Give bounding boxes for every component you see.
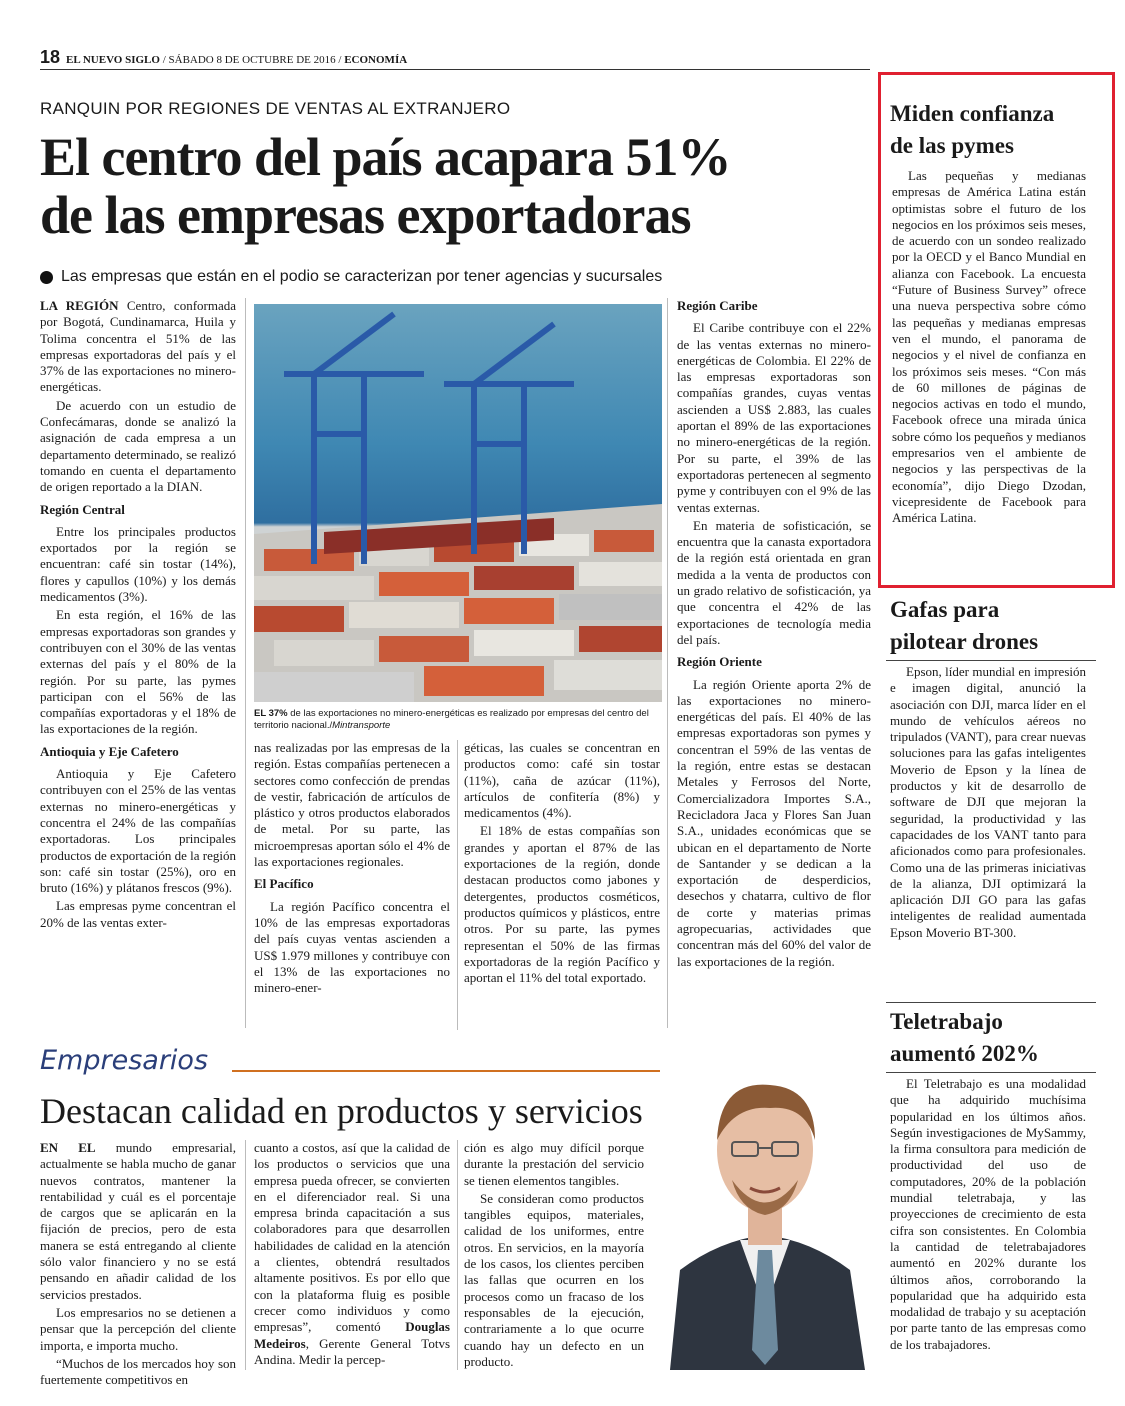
title-line: pilotear drones bbox=[890, 629, 1039, 654]
paragraph: ción es algo muy difícil porque durante la prestación del servicio se tienen elementos tangibles. bbox=[464, 1140, 644, 1188]
paragraph-text: , Gerente General Totvs Andina. Medir la percep- bbox=[254, 1335, 450, 1367]
sidebar-text-teletrabajo bbox=[890, 1076, 1086, 1353]
paragraph: Los empresarios no se detienen a pensar que la percepción del cliente importa, e importa mucho. bbox=[40, 1304, 236, 1353]
subheading-pacifico: El Pacífico bbox=[254, 876, 314, 892]
paragraph: La región Pacífico concentra el 10% de las empresas exportadoras del país cuyas ventas ascienden a US$ 1.979 millones y contribuye con el 13% de las exportaciones no minero-ener- bbox=[254, 898, 450, 996]
port-cranes-image bbox=[254, 304, 662, 702]
column-divider bbox=[667, 298, 668, 1028]
person-name: Douglas Medeiros bbox=[254, 1319, 450, 1351]
paragraph: Entre los principales productos exportados por la región se encuentran: café sin tostar (14%), flores y capullos (10%) y los demás medicamentos (3%). bbox=[40, 523, 236, 605]
paragraph: Epson, líder mundial en impresión e imagen digital, anunció la asociación con DJI, marca líder en el mundo de vehículos aéreos no tripulados (VANT), para crear nuevas soluciones para las gafas inteligentes Moverio de Epson y la línea de productos y kit de desarrollo de software de DJI que mejoran la seguridad, la productividad y las capacidades de los VANT tanto para aficionados como para profesionales. Como una de las primeras iniciativas de la alianza, DJI optimizará la aplicación DJI GO para las gafas inteligentes de realidad aumentada Epson Moverio BT-300. bbox=[890, 664, 1086, 940]
sidebar-text-gafas bbox=[890, 664, 1086, 941]
lead-text: mundo empresarial, actualmente se habla mucho de ganar nuevos contratos, mantener la rentabilidad y cuál es el porcentaje de cargos que se aplicarán en la fijación de precios, pero de esta manera se está entregando al cliente sólo valor financiero y no se está pensando en añadir calidad de los servicios prestados. bbox=[40, 1140, 236, 1302]
section-rule bbox=[886, 1072, 1096, 1073]
paragraph: nas realizadas por las empresas de la región. Estas compañías pertenecen a sectores como confección de prendas de vestir, fabricación de artículos de plástico y otros productos elaborados de metal. Por su parte, las microempresas aportan sólo el 4% de las exportaciones regionales. bbox=[254, 740, 450, 870]
column-divider bbox=[457, 1140, 458, 1370]
port-photo bbox=[254, 304, 662, 702]
empresarios-headline: Destacan calidad en productos y servicios bbox=[40, 1091, 643, 1131]
paragraph: Las pequeñas y medianas empresas de América Latina están optimistas sobre el futuro de los negocios en los próximos seis meses, de acuerdo con un sondeo realizado por la OECD y el Banco Mundial en alianza con Facebook. La encuesta “Future of Business Survey” ofrece una nueva perspectiva sobre cómo las pequeñas y medianas empresas ven el mundo, el panorama de negocios y el nivel de confianza en los próximos seis meses. “Con más de 60 millones de páginas de negocios activas en todo el mundo, Facebook ofrece una mirada única sobre cómo los pequeños y medianos empresarios ven el ambiente de negocios y las perspectivas de la economía”, dijo Diego Dzodan, vicepresidente de Facebook para América Latina. bbox=[892, 168, 1086, 526]
article-column-4 bbox=[677, 298, 871, 972]
caption-text: de las exportaciones no minero-energéticas es realizado por empresas del centro del territorio nacional./ bbox=[254, 708, 649, 731]
subheading-caribe: Región Caribe bbox=[677, 298, 758, 313]
lead-paragraph bbox=[40, 298, 236, 396]
title-line: Teletrabajo bbox=[890, 1009, 1003, 1034]
masthead: EL NUEVO SIGLO bbox=[66, 54, 160, 66]
title-line: Miden confianza bbox=[890, 101, 1055, 126]
paragraph: Se consideran como productos tangibles equipos, materiales, calidad de los uniformes, entre otros. En servicios, en la mayoría de los casos, los clientes perciben las fallas que ocurren en los procesos como un fracaso de los responsables de la ejecución, contrariamente a lo que ocurre cuando hay un defecto en un producto. bbox=[464, 1190, 644, 1369]
headline bbox=[40, 128, 870, 244]
subheading-antioquia: Antioquia y Eje Cafetero bbox=[40, 743, 179, 759]
man-portrait-image bbox=[660, 1050, 870, 1370]
column-divider bbox=[457, 740, 458, 1030]
portrait-photo bbox=[660, 1050, 870, 1370]
paragraph: El Caribe contribuye con el 22% de las ventas externas no minero-energéticas de Colombia. El 22% de las empresas exportadoras son compañías grandes, cuyas ventas ascienden a US$ 2.883, las cuales aportan el 89% de las exportaciones no minero-energéticas de la región. Por su parte, el 39% de las exportadoras pertenecen al segmento pyme y contribuyen con el 9% de las ventas externas. bbox=[677, 320, 871, 515]
subhead-text: Las empresas que están en el podio se caracterizan por tener agencias y sucursales bbox=[61, 268, 663, 285]
sidebar-title-confianza bbox=[890, 98, 1054, 162]
lead-bold: EN EL bbox=[40, 1140, 96, 1155]
headline-line-1: El centro del país acapara 51% bbox=[40, 127, 731, 187]
column-divider bbox=[245, 1140, 246, 1370]
column-divider bbox=[245, 298, 246, 1028]
sidebar-title-gafas bbox=[890, 594, 1038, 658]
section-rule bbox=[886, 1002, 1096, 1003]
paragraph: “Muchos de los mercados hoy son fuertemente competitivos en bbox=[40, 1355, 236, 1388]
headline-line-2: de las empresas exportadoras bbox=[40, 185, 691, 245]
paragraph: Las empresas pyme concentran el 20% de las ventas exter- bbox=[40, 898, 236, 930]
paragraph: En materia de sofisticación, se encuentra que la canasta exportadora de la región está orientada en gran medida a la venta de productos con un grado relativo de sofisticación, ya que concentra el 42% de las exportaciones de tecnología media del país. bbox=[677, 517, 871, 647]
subheading-oriente: Región Oriente bbox=[677, 654, 762, 670]
title-line: de las pymes bbox=[890, 133, 1014, 158]
paragraph: El Teletrabajo es una modalidad que ha adquirido muchísima popularidad en los últimos años. Según investigaciones de MySammy, la firma consultora para medición de productividad del uso de computadores, 20% de la población mundial teletrabaja, y las proyecciones de crecimiento de esta cifra son consistentes. En Colombia la cantidad de teletrabajadores aumentó en 202% durante los últimos años, corroborando la popularidad que ha adquirido esta modalidad de trabajo y su aceptación por parte tanto de las empresas como de los trabajadores. bbox=[890, 1076, 1086, 1352]
paragraph: Antioquia y Eje Cafetero contribuyen con el 25% de las ventas externas no minero-energéticas y concentra el 24% de las compañías exportadoras. Los principales productos de exportación de la región son: café sin tostar (25%), oro en bruto (16%) y plátanos frescos (9%). bbox=[40, 766, 237, 896]
article-column-1 bbox=[40, 298, 236, 933]
lead-text: Centro, conformada por Bogotá, Cundinamarca, Huila y Tolima concentra el 51% de las empresas exportadoras del país y el 37% de las exportaciones no minero-energéticas. bbox=[40, 298, 236, 395]
empresarios-column-3 bbox=[464, 1140, 644, 1372]
page-header bbox=[40, 48, 870, 70]
page-number: 18 bbox=[40, 47, 61, 67]
bullet-icon bbox=[40, 271, 53, 284]
header-date: / SÁBADO 8 DE OCTUBRE DE 2016 / bbox=[159, 54, 345, 66]
title-line: aumentó 202% bbox=[890, 1041, 1039, 1066]
caption-bold: EL 37% bbox=[254, 708, 288, 719]
section-name: ECONOMÍA bbox=[344, 54, 408, 66]
sidebar-text-confianza bbox=[892, 168, 1086, 527]
photo-caption bbox=[254, 708, 662, 732]
article-column-2 bbox=[254, 740, 450, 998]
lead-paragraph bbox=[40, 1140, 236, 1303]
section-label: Empresarios bbox=[40, 1045, 209, 1076]
empresarios-column-2 bbox=[254, 1140, 450, 1370]
article-column-3 bbox=[464, 740, 660, 988]
paragraph: En esta región, el 16% de las empresas exportadoras son grandes y contribuyen con el 30% de las ventas externas del país y el 80% de la región. Por su parte, las pymes participan con el 56% de las compañías exportadoras y el 18% de las exportaciones de la región. bbox=[40, 607, 236, 737]
paragraph: De acuerdo con un estudio de Confecámaras, donde se analizó la asignación de cada empresa a un departamento determinado, se realizó tomando en cuenta el departamento de origen reportado a la DIAN. bbox=[40, 397, 236, 495]
paragraph: géticas, las cuales se concentran en productos como: café sin tostar (11%), caña de azúcar (11%), artículos de confitería (8%) y medicamentos (4%). bbox=[464, 740, 660, 821]
paragraph-text: cuanto a costos, así que la calidad de los productos o servicios que una empresa pueda ofrecer, se convierten en el diferenciador real. Si una empresa brinda capacitación a sus colaboradores para que desarrollen habilidades de calidad en la atención a clientes, obtendrá resultados altamente positivos. Es por ello que con la plataforma fluig es posible crecer como individuos y como empresas”, comentó bbox=[254, 1140, 450, 1335]
paragraph: La región Oriente aporta 2% de las exportaciones no minero-energéticas del país. El 40% de las empresas exportadoras son pymes y concentran el 59% de las ventas de la región, entre estas se destacan Metales y Ferrosos del Norte, Comercializadora Importes S.A., Recicladora Jaca y Flores San Juan S.A., unidades económicas que se ubican en el departamento de Norte de Santander y se dedican a la exportación de desperdicios, desechos y chatarra, cultivo de flor de corte y materias primas agropecuarias, actividades que concentran más del 60% del valor de las exportaciones de la región. bbox=[677, 676, 871, 969]
sidebar-title-teletrabajo bbox=[890, 1006, 1039, 1070]
kicker: RANQUIN POR REGIONES DE VENTAS AL EXTRANJERO bbox=[40, 99, 511, 118]
empresarios-column-1 bbox=[40, 1140, 236, 1390]
subheading-central: Región Central bbox=[40, 501, 125, 517]
caption-credit: Mintransporte bbox=[332, 720, 391, 731]
lead-bold: LA REGIÓN bbox=[40, 298, 119, 313]
paragraph bbox=[254, 1140, 450, 1368]
section-rule bbox=[886, 660, 1096, 661]
subhead bbox=[40, 268, 662, 286]
title-line: Gafas para bbox=[890, 597, 1000, 622]
paragraph: El 18% de estas compañías son grandes y aportan el 87% de las exportaciones de la región, donde destacan productos como jabones y detergentes, productos cosméticos, productos químicos y plásticos, entre otros. Por su parte, las pymes representan el 50% de las firmas exportadoras de la región Pacífico y aportan el 11% del total exportado. bbox=[464, 823, 660, 986]
